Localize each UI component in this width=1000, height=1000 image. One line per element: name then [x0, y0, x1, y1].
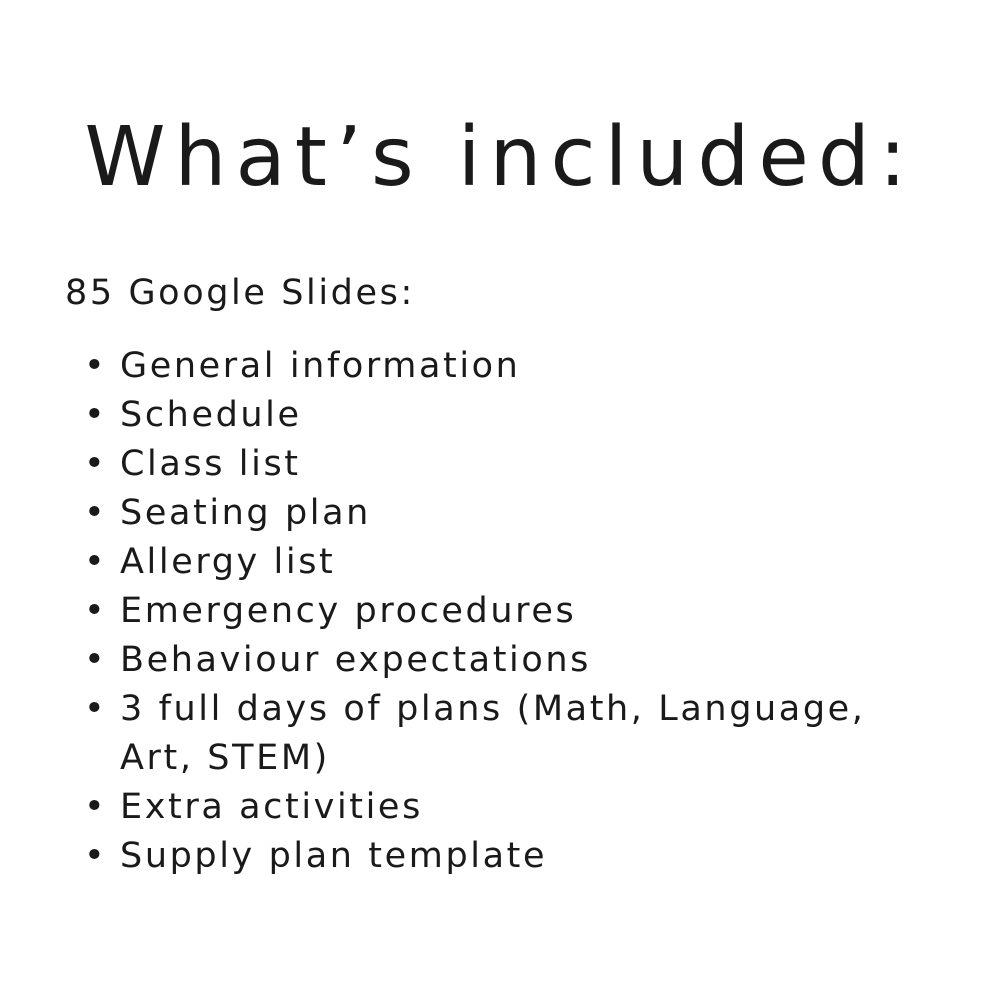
- bullet-icon: •: [84, 689, 108, 729]
- bullet-icon: •: [84, 346, 108, 386]
- list-item: [82, 783, 982, 832]
- bullet-icon: •: [84, 836, 108, 876]
- list-item-text: Emergency procedures: [120, 591, 577, 631]
- list-item-text: General information: [120, 346, 521, 386]
- list-item: [82, 342, 982, 391]
- list-item: [82, 636, 982, 685]
- list-item: [82, 685, 982, 783]
- list-item-text: Behaviour expectations: [120, 640, 591, 680]
- list-item-text: 3 full days of plans (Math, Language,: [120, 689, 866, 729]
- bullet-icon: •: [84, 493, 108, 533]
- bullet-icon: •: [84, 591, 108, 631]
- list-item-text: Schedule: [120, 395, 302, 435]
- bullet-icon: •: [84, 542, 108, 582]
- list-item: [82, 538, 982, 587]
- list-item-text: Supply plan template: [120, 836, 548, 876]
- bullet-icon: •: [84, 395, 108, 435]
- list-item: [82, 440, 982, 489]
- list-item: [82, 489, 982, 538]
- list-item-text-continued: Art, STEM): [120, 738, 330, 778]
- bullet-icon: •: [84, 444, 108, 484]
- included-items-list: [82, 342, 982, 881]
- list-item-text: Allergy list: [120, 542, 336, 582]
- list-item-text: Seating plan: [120, 493, 371, 533]
- list-item: [82, 587, 982, 636]
- list-item-text: Extra activities: [120, 787, 423, 827]
- list-item-text: Class list: [120, 444, 301, 484]
- bullet-icon: •: [84, 640, 108, 680]
- list-item: [82, 391, 982, 440]
- list-item: [82, 832, 982, 881]
- page-title: What’s included:: [84, 110, 916, 205]
- slides-count-label: 85 Google Slides:: [65, 273, 415, 313]
- bullet-icon: •: [84, 787, 108, 827]
